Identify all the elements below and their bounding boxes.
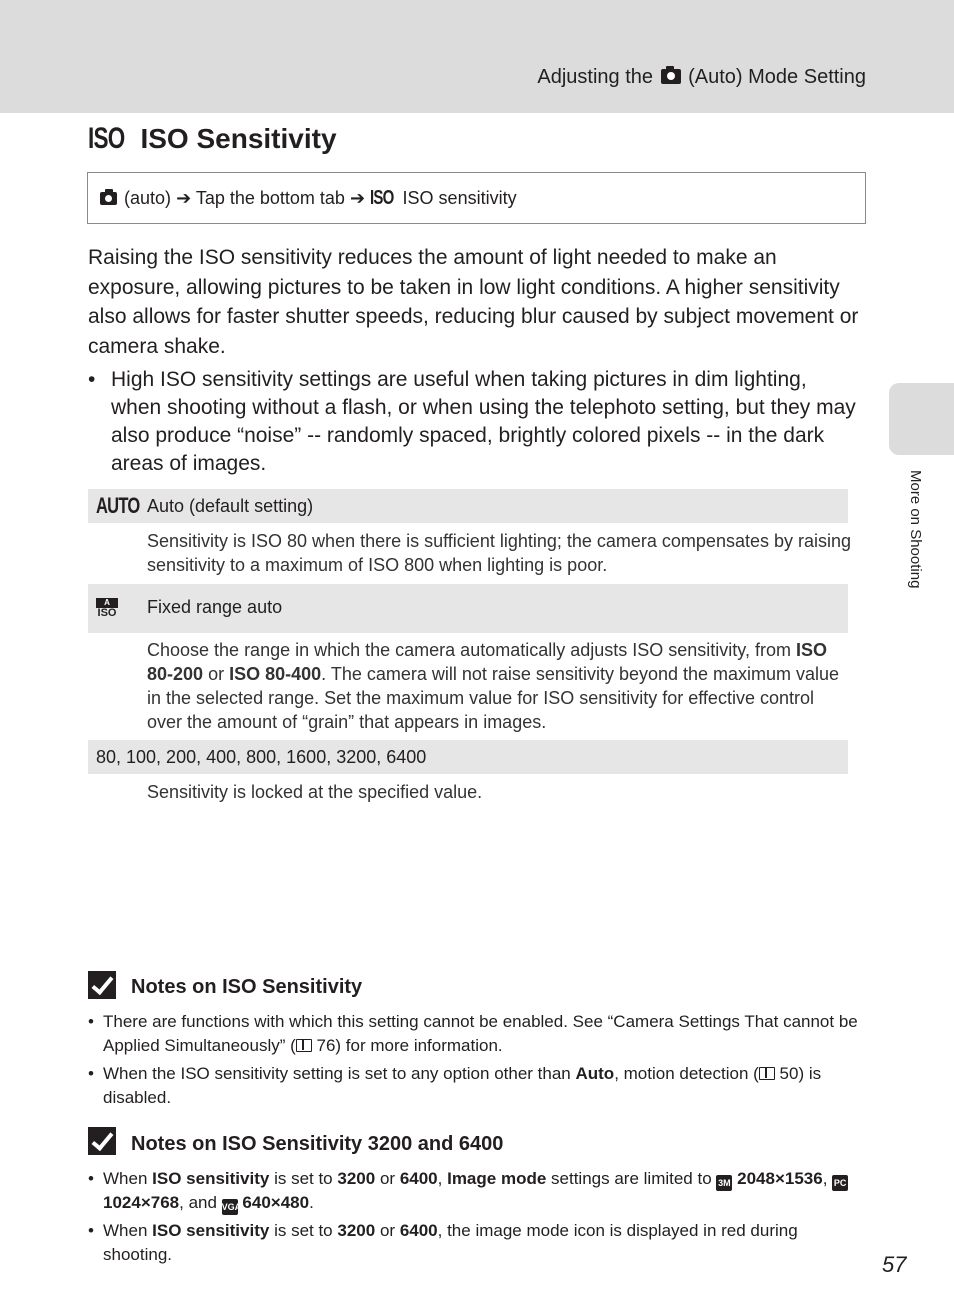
arrow-icon: ➔: [349, 188, 366, 208]
option-auto-label: Auto (default setting): [147, 496, 314, 516]
check-icon: [88, 1127, 116, 1155]
menu-path-box: [87, 172, 866, 224]
image-mode-pc-icon: PC: [832, 1175, 848, 1191]
menu-path: [98, 187, 517, 210]
notes-bullet-2: • When the ISO sensitivity setting is set to any option other than Auto, motion detection ( 50) is disabled.: [88, 1062, 864, 1110]
header-band: [0, 0, 954, 113]
iso-icon: ISO: [370, 187, 394, 209]
menu-step-1: (auto): [124, 188, 172, 208]
option-values-desc: Sensitivity is locked at the specified value.: [147, 782, 483, 802]
auto-iso-icon: AUTO: [96, 493, 140, 518]
notes-bullet-1: • When ISO sensitivity is set to 3200 or 6400, Image mode settings are limited to 3M 2048×1536, PC 1024×768, and VGA 640×480.: [88, 1167, 864, 1215]
book-icon: [759, 1067, 775, 1080]
option-auto-row: [88, 489, 848, 523]
camera-auto-icon: [661, 69, 681, 84]
page-title-text: ISO Sensitivity: [140, 123, 337, 154]
option-values-label: 80, 100, 200, 400, 800, 1600, 3200, 6400: [96, 747, 427, 767]
menu-step-2: Tap the bottom tab: [195, 188, 345, 208]
notes-bullet-2: • When ISO sensitivity is set to 3200 or 6400, the image mode icon is displayed in red during shooting.: [88, 1219, 864, 1267]
book-icon: [296, 1039, 312, 1052]
image-mode-vga-icon: VGA: [222, 1199, 238, 1215]
arrow-icon: ➔: [176, 188, 192, 208]
option-values-row: [88, 740, 848, 774]
notes-title: Notes on ISO Sensitivity 3200 and 6400: [131, 1133, 504, 1155]
section-tab: [889, 383, 954, 455]
option-fixed-label: Fixed range auto: [147, 597, 283, 617]
option-fixed-row: [88, 584, 848, 633]
page-title: [88, 122, 337, 156]
running-header: [537, 66, 866, 89]
option-auto-desc: Sensitivity is ISO 80 when there is sufficient lighting; the camera compensates by raising sensitivity to a maximum of ISO 800 when lighting is poor.: [147, 531, 852, 575]
check-icon: [88, 971, 116, 999]
range-400: ISO 80-400: [229, 664, 322, 684]
header-suffix: (Auto) Mode Setting: [688, 66, 866, 88]
header-prefix: Adjusting the: [537, 66, 653, 88]
page-number: 57: [882, 1252, 907, 1277]
section-label: More on Shooting: [907, 470, 924, 589]
intro-paragraph: Raising the ISO sensitivity reduces the amount of light needed to make an exposure, allowing pictures to be taken in low light conditions. A higher sensitivity also allows for faster shutter speeds, reducing blur caused by subject movement or camera shake.: [88, 246, 859, 359]
menu-step-3: ISO sensitivity: [402, 188, 517, 208]
main-bullet: • High ISO sensitivity settings are useful when taking pictures in dim lighting, when shooting without a flash, or when using the telephoto setting, but they may also produce “noise” -- randomly spaced, brightly colored pixels -- in the dark areas of images.: [88, 366, 858, 478]
fixed-range-iso-icon: A ISO: [97, 598, 117, 619]
image-mode-3m-icon: 3M: [716, 1175, 732, 1191]
notes-title: Notes on ISO Sensitivity: [131, 976, 363, 998]
range-200: ISO 80-200: [147, 640, 827, 684]
iso-icon: ISO: [88, 122, 125, 155]
notes-bullet-1: • There are functions with which this setting cannot be enabled. See “Camera Settings That cannot be Applied Simultaneously” ( 76) for more information.: [88, 1010, 864, 1058]
camera-auto-icon: [100, 192, 117, 205]
option-fixed-desc: Choose the range in which the camera automatically adjusts ISO sensitivity, from ISO 80-200 or ISO 80-400. The camera will not raise sensitivity beyond the maximum value in the selected range. Set the maximum value for ISO sensitivity for effective control over the amount of “grain” that appears in images.: [147, 640, 840, 732]
